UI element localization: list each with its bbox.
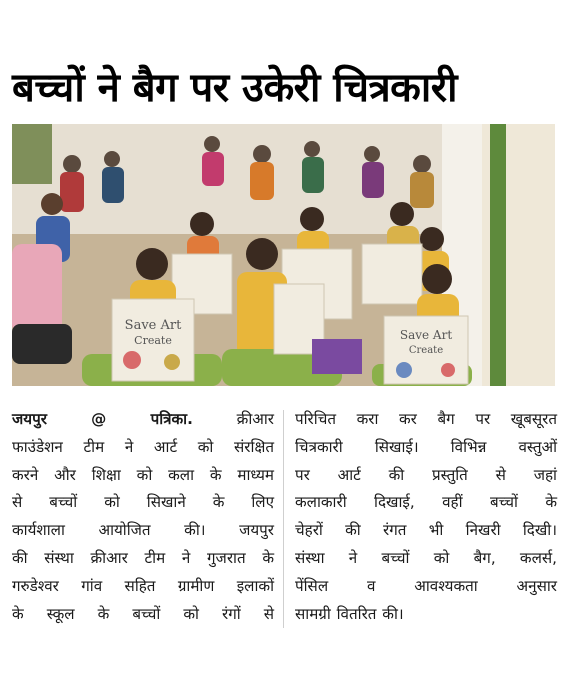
news-photo <box>12 124 555 386</box>
article-line: कार्यशाला आयोजित की। जयपुर <box>12 521 274 540</box>
dateline: जयपुर @ पत्रिका. <box>12 410 193 428</box>
bag-print-text-4: Create <box>408 345 444 356</box>
article-line: गरुडेश्वर गांव सहित ग्रामीण इलाकों <box>12 576 274 595</box>
article-line: फाउंडेशन टीम ने आर्ट को संरक्षित <box>12 437 274 456</box>
headline: बच्चों ने बैग पर उकेरी चित्रकारी <box>12 65 457 111</box>
article-line: संस्था ने बच्चों को बैग, कलर्स, <box>295 548 557 567</box>
article-line: पेंसिल व आवश्यकता अनुसार <box>295 576 557 595</box>
article-line: की संस्था क्रीआर टीम ने गुजरात के <box>12 548 274 567</box>
article-column-1 <box>12 406 274 628</box>
article-line: कलाकारी दिखाई, वहीं बच्चों के <box>295 493 557 512</box>
article-line: परिचित करा कर बैग पर खूबसूरत <box>295 410 557 428</box>
article-line: करने और शिक्षा को कला के माध्यम <box>12 465 274 484</box>
article-body <box>12 406 557 628</box>
article-line <box>12 406 274 434</box>
article-line: के स्कूल के बच्चों को रंगों से <box>12 604 274 623</box>
bag-print-text: Save Art <box>124 318 182 333</box>
article-line: पर आर्ट की प्रस्तुति से जहां <box>295 465 557 484</box>
bag-print-text-3: Save Art <box>399 328 453 342</box>
article-column-2 <box>295 406 557 628</box>
photo-children-with-bags <box>12 124 555 386</box>
article-line: चित्रकारी सिखाई। विभिन्न वस्तुओं <box>295 437 557 456</box>
article-line: से बच्चों को सिखाने के लिए <box>12 493 274 512</box>
article-line-text: क्रीआर <box>236 410 274 428</box>
article-line: सामग्री वितरित की। <box>295 604 404 623</box>
article-line: चेहरों की रंगत भी निखरी दिखी। <box>295 521 557 540</box>
bag-print-text-2: Create <box>134 334 172 347</box>
